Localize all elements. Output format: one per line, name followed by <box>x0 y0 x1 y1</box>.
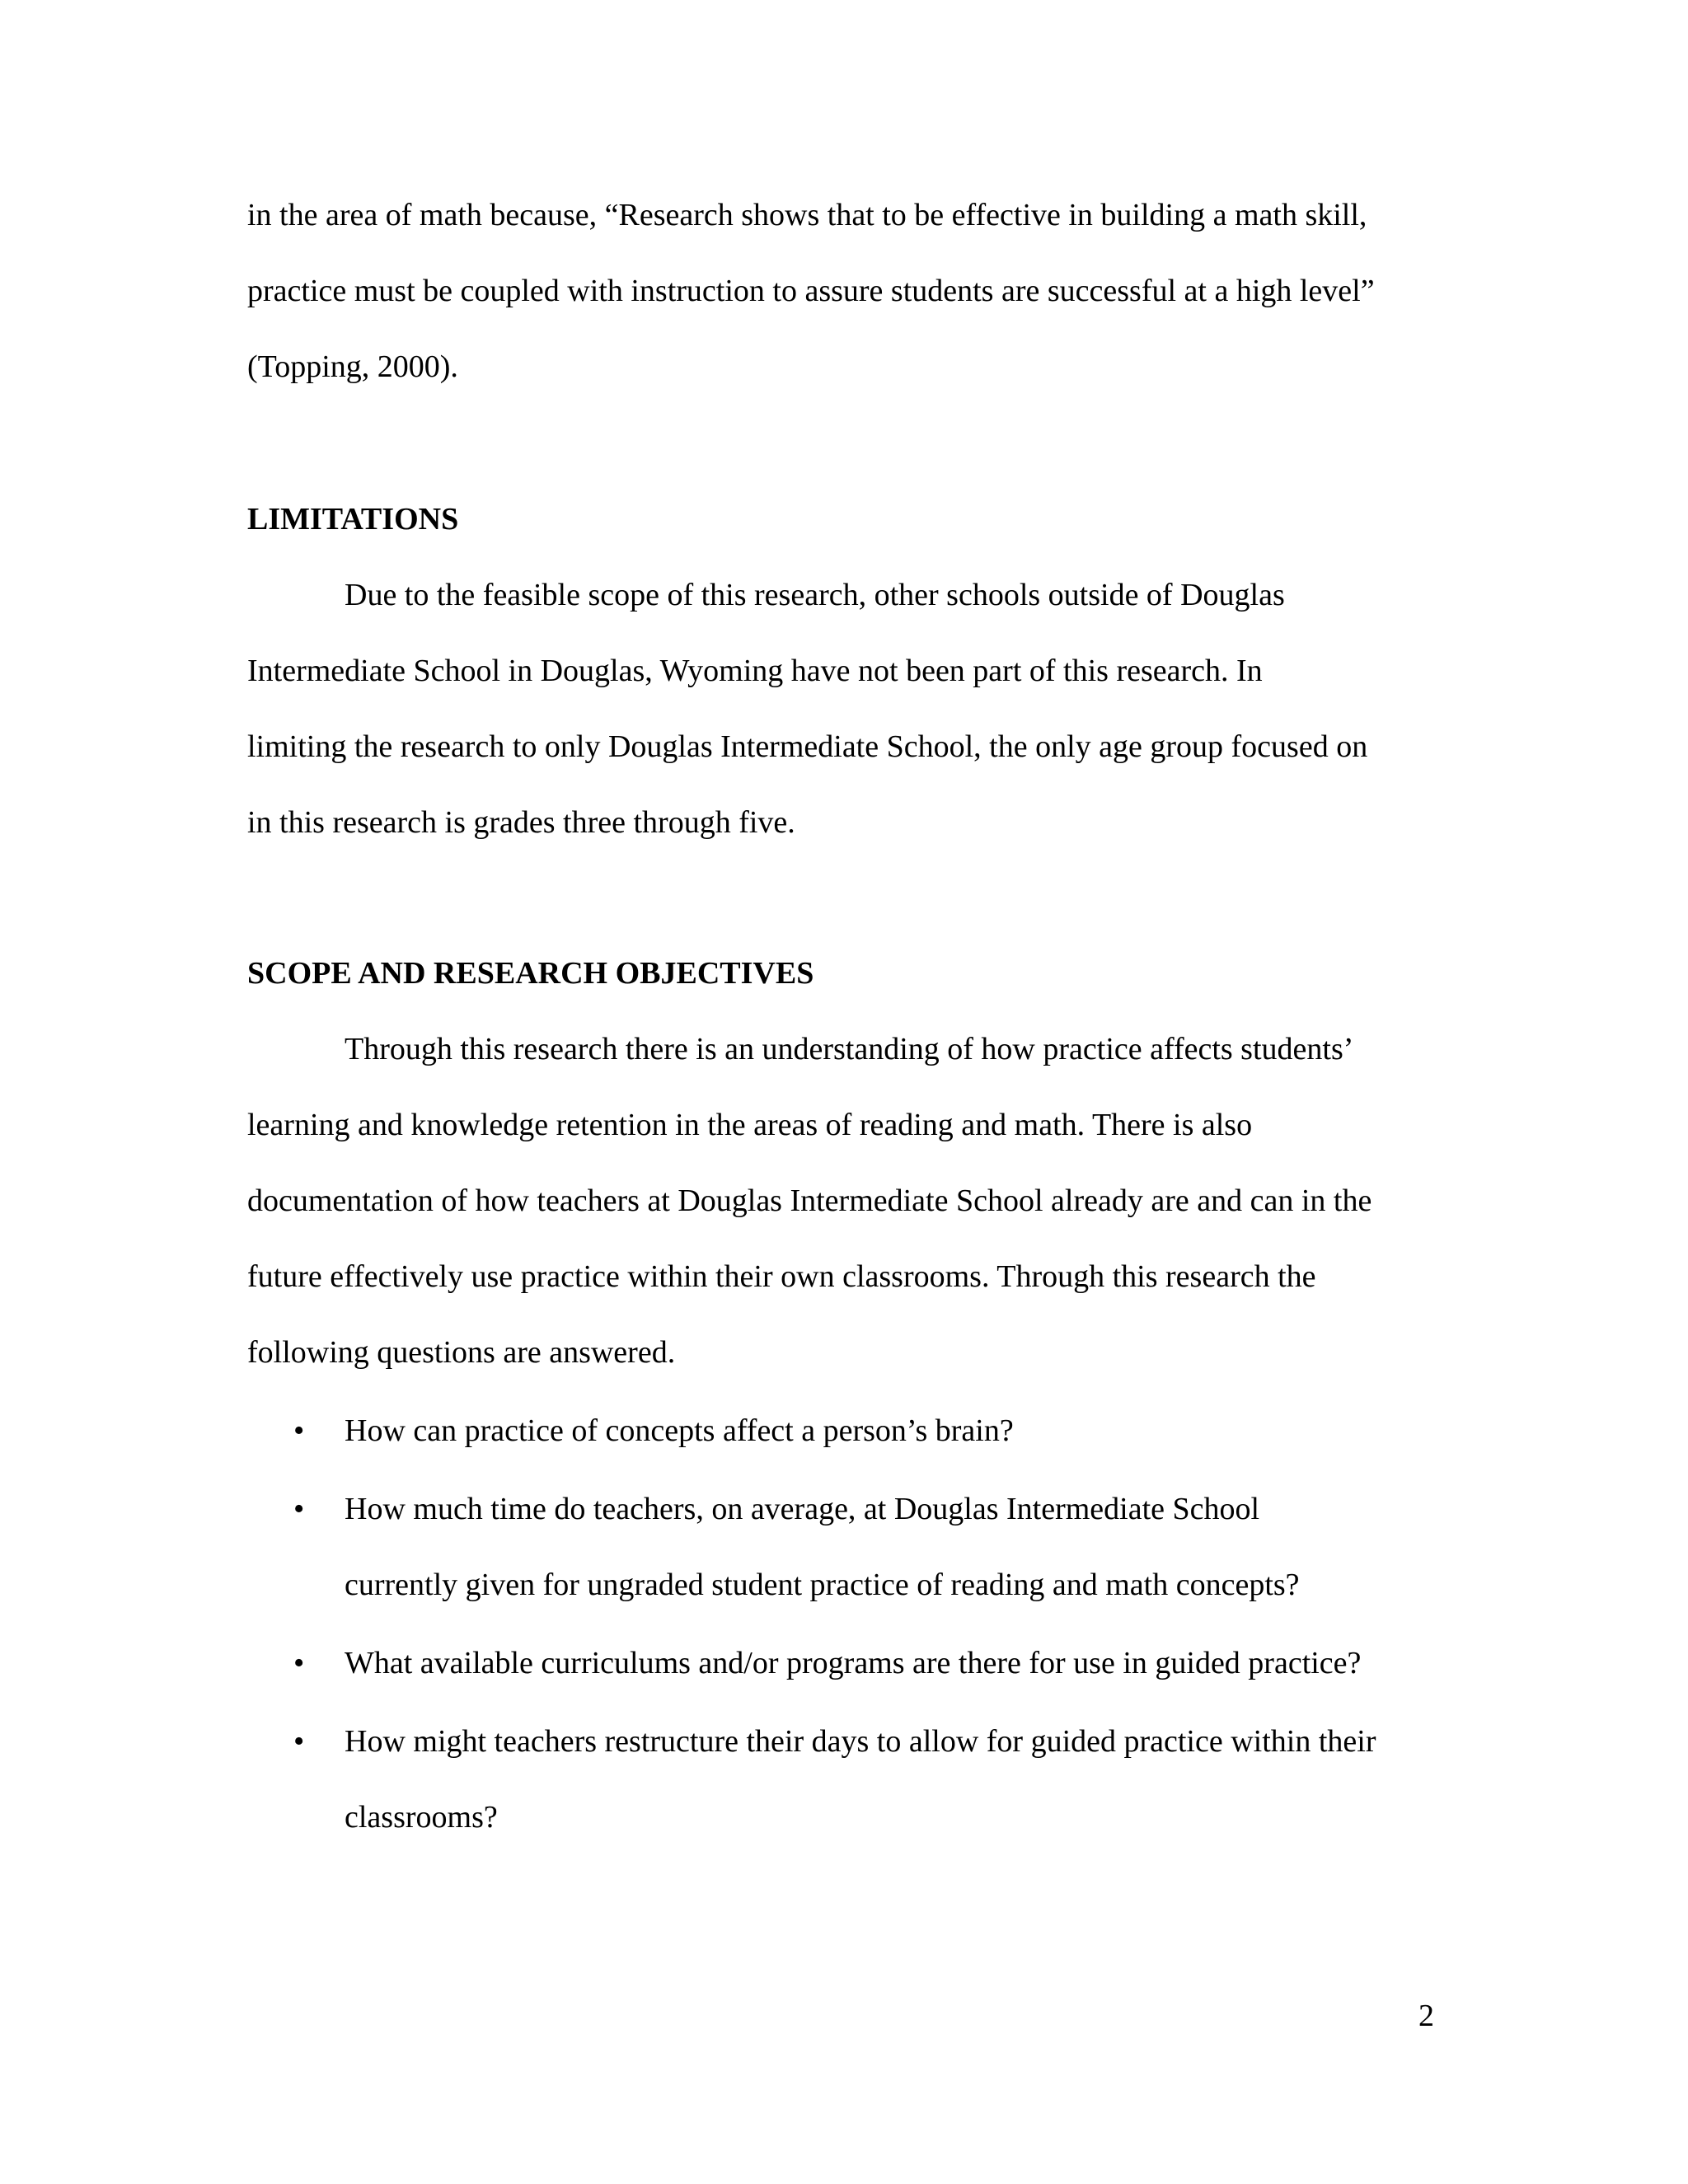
scope-line-3: documentation of how teachers at Douglas Intermediate School already are and can in the <box>247 1183 1372 1218</box>
scope-line-4: future effectively use practice within their own classrooms. Through this research the <box>247 1259 1316 1294</box>
question-3-line-1: What available curriculums and/or programs are there for use in guided practice? <box>345 1646 1362 1680</box>
page-number: 2 <box>1418 1999 1434 2033</box>
limitations-line-3: limiting the research to only Douglas Intermediate School, the only age group focused on <box>247 729 1368 764</box>
bullet-icon: • <box>293 1646 305 1680</box>
limitations-line-4: in this research is grades three through five. <box>247 805 795 840</box>
bullet-icon: • <box>293 1413 305 1448</box>
limitations-line-1: Due to the feasible scope of this research, other schools outside of Douglas <box>345 578 1285 612</box>
scope-line-5: following questions are answered. <box>247 1335 676 1370</box>
intro-line-1: in the area of math because, “Research shows that to be effective in building a math skill, <box>247 198 1367 232</box>
intro-line-3: (Topping, 2000). <box>247 349 458 384</box>
intro-line-2: practice must be coupled with instruction to assure students are successful at a high level” <box>247 274 1375 308</box>
limitations-line-2: Intermediate School in Douglas, Wyoming have not been part of this research. In <box>247 654 1263 688</box>
question-2-line-1: How much time do teachers, on average, at Douglas Intermediate School <box>345 1492 1260 1526</box>
scope-heading: SCOPE AND RESEARCH OBJECTIVES <box>247 956 814 991</box>
question-4-line-1: How might teachers restructure their days to allow for guided practice within their <box>345 1724 1376 1759</box>
bullet-icon: • <box>293 1492 305 1526</box>
bullet-icon: • <box>293 1724 305 1759</box>
question-4-line-2: classrooms? <box>345 1800 498 1835</box>
scope-line-1: Through this research there is an understanding of how practice affects students’ <box>345 1032 1354 1066</box>
limitations-heading: LIMITATIONS <box>247 502 459 537</box>
scope-line-2: learning and knowledge retention in the areas of reading and math. There is also <box>247 1108 1253 1142</box>
question-1-line-1: How can practice of concepts affect a person’s brain? <box>345 1413 1014 1448</box>
question-2-line-2: currently given for ungraded student practice of reading and math concepts? <box>345 1568 1300 1602</box>
